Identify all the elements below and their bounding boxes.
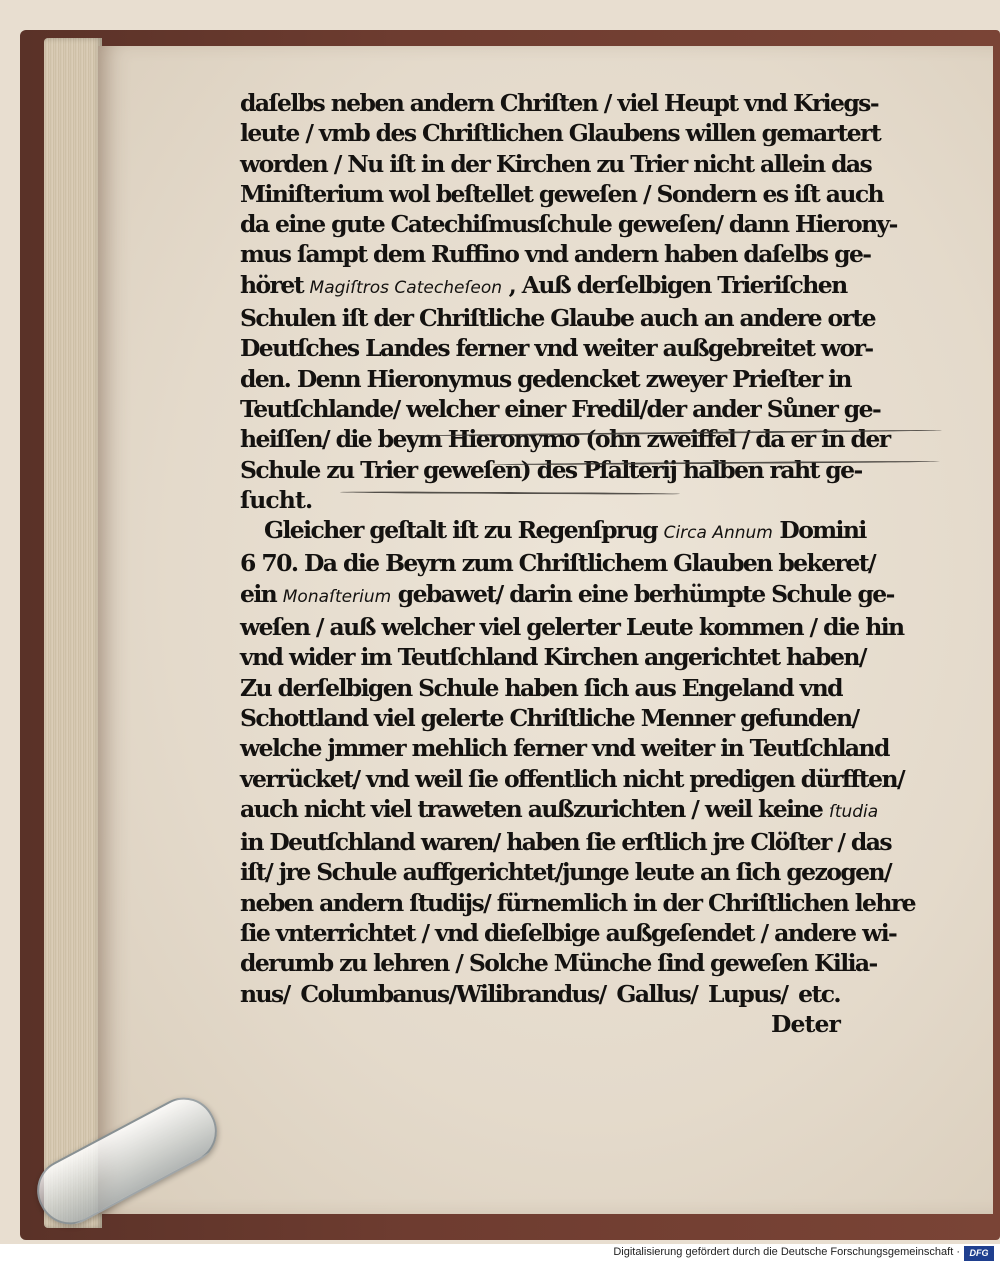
text-span: ein [240,579,283,608]
text-line [240,827,891,857]
text-span: Deutſches Landes ferner vnd weiter außgebreitet wor- [240,334,873,363]
text-span: welche jmmer mehlich ferner vnd weiter in Teutſchland [240,734,889,763]
text-line [240,794,879,827]
text-line [240,515,866,548]
text-span: da eine gute Catechiſmusſchule geweſen/ dann Hierony- [240,210,897,239]
text-span: iſt/ jre Schule auffgerichtet/junge leute an ſich gezogen/ [240,858,891,887]
dfg-logo: DFG [964,1246,994,1261]
text-line [240,673,840,703]
text-line [240,948,877,978]
text-line [240,642,866,672]
text-line [240,333,873,363]
text-line [240,455,862,485]
text-line [240,88,878,118]
text-span: höret [240,270,310,299]
text-span: leute / vmb des Chriſtlichen Glaubens willen gemartert [240,119,881,148]
text-line [240,857,891,887]
text-span: derumb zu lehren / Solche Münche ſind geweſen Kilia- [240,949,877,978]
text-span: Miniſterium wol beſtellet geweſen / Sondern es iſt auch [240,179,884,208]
text-line [240,118,881,148]
text-line [240,149,872,179]
text-line [240,303,875,333]
text-span: Schule zu Trier geweſen) des Pſalterij halben raht ge- [240,455,862,484]
text-span: 6 70. Da die Beyrn zum Chriſtlichem Glauben bekeret/ [240,549,875,578]
text-line [240,209,897,239]
text-span: weſen / auß welcher viel gelerter Leute kommen / die hin [240,613,904,642]
text-span: vnd wider im Teutſchland Kirchen angerichtet haben/ [240,643,866,672]
text-line [240,548,875,578]
text-line [240,179,884,209]
footer-credit: Digitalisierung gefördert durch die Deutsche Forschungsgemeinschaft · [613,1246,960,1258]
text-line [240,733,889,763]
text-span: Schulen iſt der Chriſtliche Glaube auch an andere orte [240,304,875,333]
text-line [240,703,859,733]
text-span: , Auß derſelbigen Trieriſchen [502,270,847,299]
text-line [240,394,881,424]
footer-bar [0,1244,1000,1264]
text-line [240,979,840,1009]
text-line [240,918,897,948]
latin-text-span: ſtudia [828,801,879,822]
text-line [240,270,847,303]
text-span: mus ſampt dem Ruffino vnd andern haben daſelbs ge- [240,240,871,269]
text-span: Teutſchlande/ welcher einer Fredil/der ander Sůner ge- [240,394,881,423]
latin-text-span: Circa Annum [663,523,773,544]
text-span: ſucht. [240,485,313,514]
text-span: heiſſen/ die beym Hieronymo (ohn zweiffel / da er in der [240,425,890,454]
text-line [240,239,871,269]
text-line [240,424,890,454]
text-line [240,485,840,515]
text-span: in Deutſchland waren/ haben ſie erſtlich jre Clöſter / das [240,828,891,857]
text-span: auch nicht viel traweten außzurichten / weil keine [240,794,829,823]
page-text-block [240,88,916,1039]
text-span: worden / Nu iſt in der Kirchen zu Trier nicht allein das [240,149,872,178]
text-span: Deter [770,1009,840,1038]
text-span: Domini [772,516,866,545]
text-span: gebawet/ darin eine berhümpte Schule ge- [391,579,894,608]
text-span: nus/ Columbanus/Wilibrandus/ Gallus/ Lupus/ etc. [240,979,840,1008]
text-line [240,364,851,394]
text-line [240,764,904,794]
page-edges [44,38,102,1228]
text-line [240,579,894,612]
text-line [240,1009,840,1039]
text-span: ſie vnterrichtet / vnd dieſelbige außgeſendet / andere wi- [240,919,897,948]
text-line [240,888,916,918]
text-span: verrücket/ vnd weil ſie offentlich nicht predigen dürfften/ [240,764,904,793]
text-span: Schottland viel gelerte Chriſtliche Menner gefunden/ [240,703,859,732]
latin-text-span: Magiſtros Catecheſeon [309,277,503,298]
text-span: daſelbs neben andern Chriſten / viel Heupt vnd Kriegs- [240,89,878,117]
text-span: Gleicher geſtalt iſt zu Regenſprug [264,516,664,545]
text-span: den. Denn Hieronymus gedencket zweyer Prieſter in [240,364,851,393]
latin-text-span: Monaſterium [282,586,392,607]
text-span: Zu derſelbigen Schule haben ſich aus Engeland vnd [240,673,842,702]
text-span: neben andern ſtudijs/ fürnemlich in der Chriſtlichen lehre [240,888,916,917]
text-line [240,612,904,642]
